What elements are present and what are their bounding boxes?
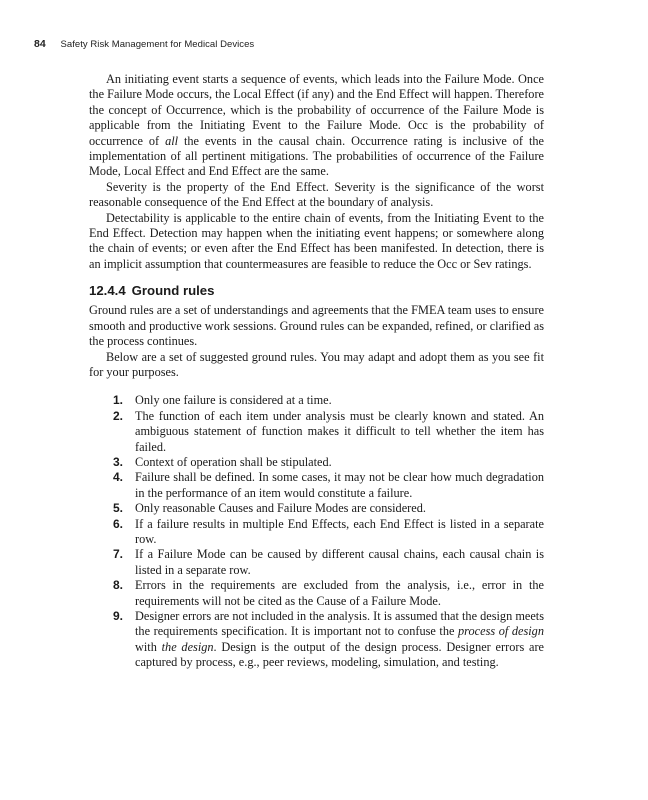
running-title: Safety Risk Management for Medical Devices	[60, 39, 255, 50]
list-item-text: Only one failure is considered at a time.	[135, 393, 332, 408]
ground-rules-list	[89, 393, 544, 670]
list-item-text: Context of operation shall be stipulated.	[135, 454, 332, 469]
list-item-number: 9.	[113, 609, 124, 623]
rule9-text-c: . Design is the output of the design process. Designer errors are captured by process, e.g., peer reviews, modeling, simulation, and testing.	[135, 639, 545, 670]
list-item-number: 1.	[113, 393, 124, 408]
list-item-number: 2.	[113, 408, 124, 423]
list-item	[113, 470, 544, 501]
list-item-text: Errors in the requirements are excluded from the analysis, i.e., error in the requirements will not be cited as the Cause of a Failure Mode.	[135, 578, 544, 608]
section-number: 12.4.4	[89, 283, 126, 299]
list-item	[113, 393, 544, 408]
section-paragraph-2: Below are a set of suggested ground rules. You may adapt and adopt them as you see fit for your purposes.	[89, 349, 544, 379]
page-header	[34, 38, 608, 50]
list-item-text: Failure shall be defined. In some cases, it may not be clear how much degradation in the performance of an item would constitute a failure.	[135, 470, 544, 500]
intro-paragraph-1	[89, 72, 544, 180]
page-body	[89, 72, 544, 671]
list-item-number: 5.	[113, 501, 124, 516]
list-item-number: 6.	[113, 516, 124, 531]
intro-p1-emphasis: all	[165, 133, 179, 148]
list-item-number: 8.	[113, 578, 124, 593]
intro-p1-text-b: the events in the causal chain. Occurrence rating is inclusive of the implementation of all pertinent mitigations. The probabilities of occurrence of the Failure Mode, Local Effect and End Effect are the same.	[89, 133, 544, 179]
list-item	[113, 516, 544, 548]
list-item-number: 3.	[113, 454, 124, 469]
intro-paragraph-2: Severity is the property of the End Effect. Severity is the significance of the worst reasonable consequence of the End Effect at the boundary of analysis.	[89, 179, 544, 210]
list-item-text: If a Failure Mode can be caused by different causal chains, each causal chain is listed in a separate row.	[135, 547, 544, 577]
section-paragraph-1: Ground rules are a set of understandings and agreements that the FMEA team uses to ensure smooth and productive work sessions. Ground rules can be expanded, refined, or clarified as the process continues.	[89, 303, 544, 349]
list-item	[113, 609, 545, 671]
rule9-emphasis-1: process of design	[458, 624, 544, 639]
rule9-emphasis-2: the design	[161, 639, 214, 654]
list-item-text: Only reasonable Causes and Failure Modes are considered.	[135, 501, 426, 516]
page-number: 84	[34, 38, 46, 50]
list-item-text: If a failure results in multiple End Effects, each End Effect is listed in a separate row.	[135, 516, 544, 546]
list-item	[113, 454, 544, 470]
list-item-number: 7.	[113, 547, 124, 562]
list-item	[113, 501, 544, 516]
section-heading	[89, 283, 544, 299]
section-title: Ground rules	[131, 283, 215, 299]
rule9-text-b: with	[135, 639, 162, 654]
rule9-text-a: Designer errors are not included in the analysis. It is assumed that the design meets the requirements specification. It is important not to confuse the	[135, 609, 544, 639]
list-item-text: The function of each item under analysis must be clearly known and stated. An ambiguous statement of function makes it difficult to tell whether the item has failed.	[135, 408, 544, 454]
intro-paragraph-3: Detectability is applicable to the entire chain of events, from the Initiating Event to the End Effect. Detection may happen when the initiating event happens; or somewhere along the chain of events; or even after the End Effect has been manifested. In detection, there is an implicit assumption that countermeasures are feasible to reduce the Occ or Sev ratings.	[89, 210, 544, 271]
list-item	[113, 408, 544, 455]
list-item	[113, 547, 544, 578]
intro-p1-text-a: An initiating event starts a sequence of events, which leads into the Failure Mode. Once the Failure Mode occurs, the Local Effect (if any) and the End Effect will happen. Therefore the concept of Occurrence, which is the probability of occurrence of the Failure Mode is applicable from the Initiating Event to the Failure Mode. Occ is the probability of occurrence of	[89, 72, 544, 148]
list-item-number: 4.	[113, 470, 124, 485]
list-item	[113, 578, 544, 609]
